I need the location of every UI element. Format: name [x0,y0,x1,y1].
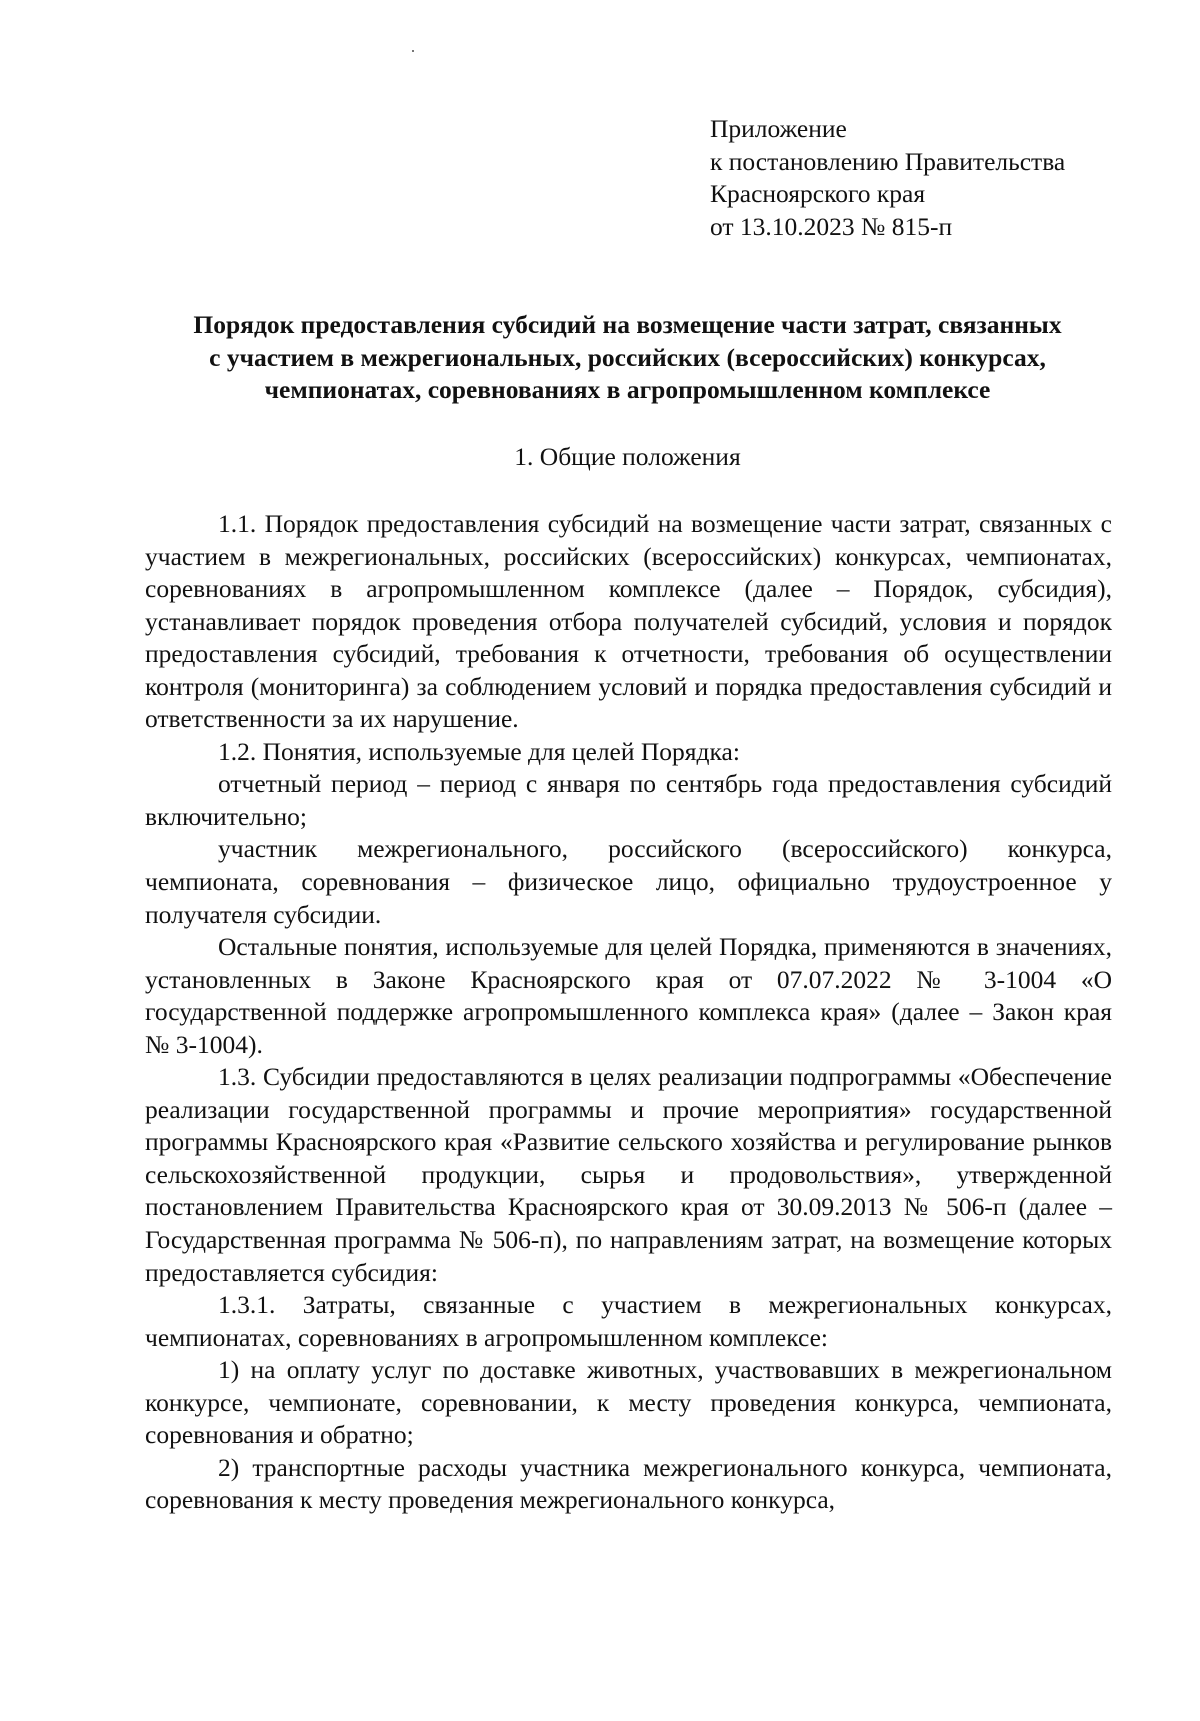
paragraph-1-3-1: 1.3.1. Затраты, связанные с участием в межрегиональных конкурсах, чемпионатах, соревнованиях в агропромышленном комплексе: [145,1290,1112,1352]
appendix-line: Красноярского края [710,179,926,208]
document-title [140,309,1115,407]
scan-speck [412,50,414,52]
paragraph-1-2: 1.2. Понятия, используемые для целей Порядка: [218,736,740,766]
appendix-line: к постановлению Правительства [710,146,1066,176]
paragraph-item-1: 1) на оплату услуг по доставке животных, участвовавших в межрегиональном конкурсе, чемпионате, соревновании, к месту проведения конкурса, чемпионата, соревнования и обратно; [145,1355,1112,1450]
paragraph-item-2: 2) транспортные расходы участника межрегионального конкурса, чемпионата, соревнования к месту проведения межрегионального конкурса, [145,1452,1112,1515]
body-text [145,508,1112,1517]
section-heading: 1. Общие положения [514,442,741,471]
title-line: чемпионатах, соревнованиях в агропромышленном комплексе [264,375,991,404]
title-line: Порядок предоставления субсидий на возмещение части затрат, связанных [193,310,1062,339]
appendix-line: от 13.10.2023 № 815-п [710,211,953,241]
appendix-line: Приложение [710,114,847,143]
paragraph-other-terms: Остальные понятия, используемые для целей Порядка, применяются в значениях, установленных в Законе Красноярского края от 07.07.2022 № 3-1004 «О государственной поддержке агропромышленного комплекса края» (далее – Закон края № 3-1004). [145,932,1112,1059]
appendix-block [710,113,1065,243]
paragraph-reporting-period: отчетный период – период с января по сентябрь года предоставления субсидий включительно; [145,769,1112,831]
paragraph-participant: участник межрегионального, российского (всероссийского) конкурса, чемпионата, соревнования – физическое лицо, официально трудоустроенное у получателя субсидии. [145,834,1112,929]
paragraph-1-1: 1.1. Порядок предоставления субсидий на возмещение части затрат, связанных с участием в межрегиональных, российских (всероссийских) конкурсах, чемпионатах, соревнованиях в агропромышленном комплексе (далее – Порядок, субсидия), устанавливает порядок проведения отбора получателей субсидий, условия и порядок предоставления субсидий, требования к отчетности, требования об осуществлении контроля (мониторинга) за соблюдением условий и порядка предоставления субсидий и ответственности за их нарушение. [145,509,1112,734]
paragraph-1-3: 1.3. Субсидии предоставляются в целях реализации подпрограммы «Обеспечение реализации государственной программы и прочие мероприятия» государственной программы Красноярского края «Развитие сельского хозяйства и регулирование рынков сельскохозяйственной продукции, сырья и продовольствия», утвержденной постановлением Правительства Красноярского края от 30.09.2013 № 506-п (далее – Государственная программа № 506-п), по направлениям затрат, на возмещение которых предоставляется субсидия: [145,1062,1112,1287]
title-line: с участием в межрегиональных, российских (всероссийских) конкурсах, [209,342,1046,372]
